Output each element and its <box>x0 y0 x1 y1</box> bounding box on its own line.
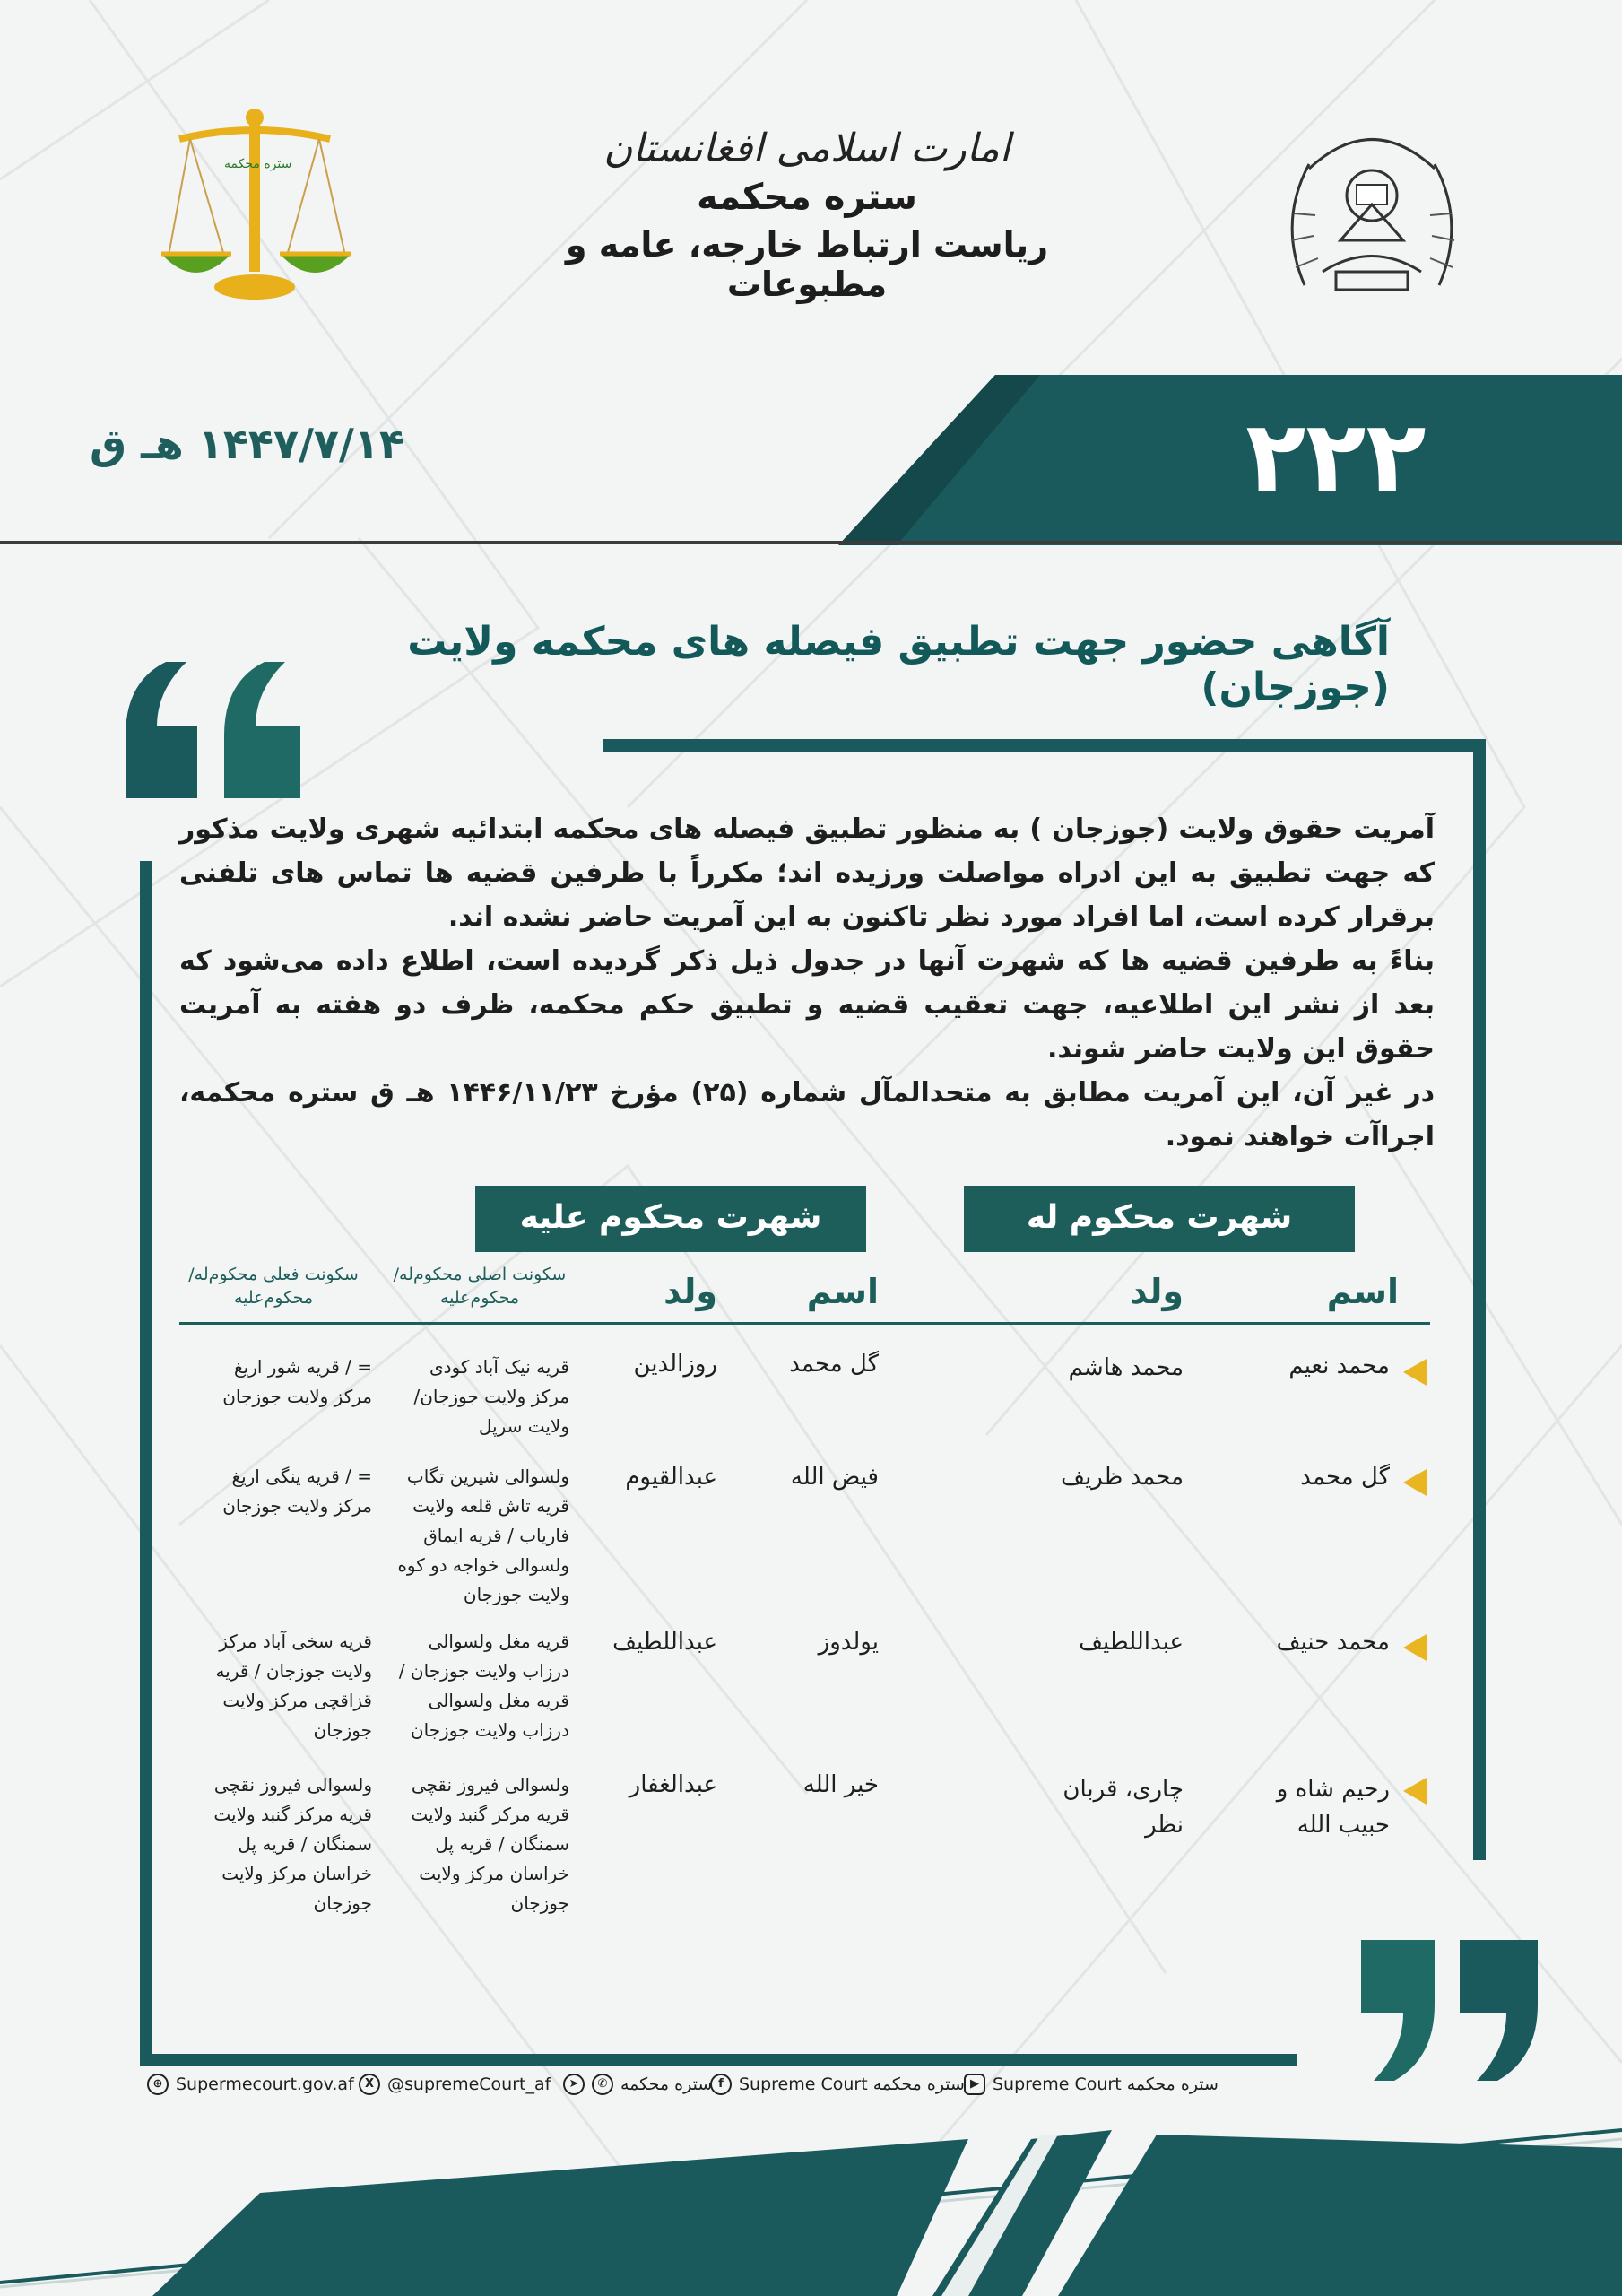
close-quote-icon <box>1354 1933 1551 2085</box>
row3-plaintiff-name: محمد حنیف <box>1276 1629 1390 1656</box>
col-defendant-name: اسم <box>806 1272 879 1311</box>
emirate-emblem <box>1269 115 1475 312</box>
emirate-calligraphy-title: امارت اسلامی افغانستان <box>603 126 1010 171</box>
row1-plaintiff-name: محمد نعیم <box>1288 1352 1390 1379</box>
row3-defendant-father: عبداللطیف <box>612 1629 717 1656</box>
col-current-residence: سکونت فعلی محکوم‌له/ محکوم‌علیه <box>188 1265 359 1308</box>
plaintiff-header: شهرت محکوم له <box>964 1186 1355 1252</box>
row4-plaintiff-father: چاری، قربان نظر <box>1063 1776 1184 1839</box>
row2-defendant-name: فیض الله <box>790 1464 879 1491</box>
facebook-text: Supreme Court ستره محکمه <box>739 2074 965 2094</box>
whatsapp-icon: ✆ <box>592 2074 613 2095</box>
footer-contacts <box>134 2074 1255 2104</box>
row-bullet-icon <box>1403 1634 1427 1661</box>
frame-border-left <box>140 861 152 2066</box>
frame-border-bottom <box>140 2054 1297 2066</box>
youtube-text: Supreme Court ستره محکمه <box>993 2074 1219 2094</box>
row3-current-residence: قریه سخی آباد مرکز ولایت جوزجان / قریه قزاقچی مرکز ولایت جوزجان <box>215 1631 372 1741</box>
notice-title: آگاهی حضور جهت تطبیق فیصله های محکمه ولایت (جوزجان) <box>407 619 1390 710</box>
x-twitter-icon: X <box>359 2074 380 2095</box>
row1-current-residence: = / قریه شور اریغ مرکز ولایت جوزجان <box>222 1356 372 1407</box>
scale-of-justice-logo <box>152 103 359 309</box>
website-text: Supermecourt.gov.af <box>176 2074 354 2094</box>
row4-defendant-name: خیر الله <box>802 1771 879 1798</box>
row4-current-residence: ولسوالی فیروز نقچی قریه مرکز گنبد ولایت سمنگان / قریه پل خراسان مرکز ولایت جوزجان <box>213 1774 372 1914</box>
row2-original-residence: ولسوالی شیرین تگاب قریه تاش قلعه ولایت فاریاب / قریه ایماق ولسوالی خواجه دو کوه ولایت جوزجان <box>397 1465 569 1605</box>
issue-date: ۱۴۴۷/۷/۱۴ هـ ق <box>90 420 404 468</box>
col-defendant-father: ولد <box>664 1272 717 1311</box>
body-paragraph-2: بناءً به طرفین قضیه ها که شهرت آنها در جدول ذیل ذکر گردیده است، اطلاع داده می‌شود که بعد از نشر این اطلاعیه، جهت تعقیب قضیه و تطبیق حکم محکمه، ظرف دو هفته به آمریت حقوق این ولایت حاضر شوند. <box>179 945 1435 1065</box>
notice-body <box>179 807 1435 1159</box>
department-name: ریاست ارتباط خارجه، عامه و مطبوعات <box>565 225 1049 304</box>
header-block <box>502 126 1112 304</box>
open-quote-icon <box>117 655 314 807</box>
body-paragraph-1: آمریت حقوق ولایت (جوزجان ) به منظور تطبیق فیصله های محکمه ابتدائیه شهری ولایت مذکور که جهت تطبیق به این ادراه مواصلت ورزیده اند؛ مکرراً با طرفین قضیه ها تماس های تلفنی برقرار کرده است، اما افراد مورد نظر تاکنون به این آمریت حاضر نشده اند. <box>179 813 1435 933</box>
row3-original-residence: قریه مغل ولسوالی درزاب ولایت جوزجان / قریه مغل ولسوالی درزاب ولایت جوزجان <box>398 1631 569 1741</box>
row4-original-residence: ولسوالی فیروز نقچی قریه مرکز گنبد ولایت سمنگان / قریه پل خراسان مرکز ولایت جوزجان <box>411 1774 569 1914</box>
messaging-link[interactable] <box>563 2074 712 2095</box>
row3-plaintiff-father: عبداللطیف <box>1079 1629 1184 1656</box>
row2-plaintiff-name: گل محمد <box>1300 1464 1390 1491</box>
row4-defendant-father: عبدالغفار <box>629 1771 717 1798</box>
twitter-link[interactable] <box>359 2074 551 2095</box>
court-name: ستره محکمه <box>696 177 917 218</box>
defendant-header: شهرت محکوم علیه <box>475 1186 866 1252</box>
row2-plaintiff-father: محمد ظریف <box>1061 1464 1184 1491</box>
row-bullet-icon <box>1403 1359 1427 1386</box>
col-original-residence: سکونت اصلی محکوم‌له/ محکوم‌علیه <box>393 1265 567 1308</box>
youtube-icon: ▶ <box>964 2074 985 2095</box>
row2-current-residence: = / قریه ینگی اریغ مرکز ولایت جوزجان <box>222 1465 372 1517</box>
frame-border-right <box>1473 739 1486 1860</box>
col-plaintiff-name: اسم <box>1326 1272 1399 1311</box>
youtube-link[interactable] <box>964 2074 1219 2095</box>
row1-plaintiff-father: محمد هاشم <box>1068 1354 1184 1381</box>
row1-defendant-father: روزالدین <box>633 1351 717 1378</box>
table-header-rule <box>179 1322 1430 1325</box>
row1-original-residence: قریه نیک آباد کودی مرکز ولایت جوزجان/ ولایت سرپل <box>413 1356 569 1437</box>
messaging-text: ستره محکمه <box>620 2074 713 2094</box>
telegram-icon: ➤ <box>563 2074 585 2095</box>
col-plaintiff-father: ولد <box>1130 1272 1184 1311</box>
facebook-link[interactable] <box>710 2074 965 2095</box>
facebook-icon: f <box>710 2074 732 2095</box>
footer-decoration <box>0 2103 1622 2296</box>
row1-defendant-name: گل محمد <box>789 1351 879 1378</box>
issue-number: ۲۲۲ <box>1245 399 1427 514</box>
row-bullet-icon <box>1403 1778 1427 1805</box>
globe-icon: ⊕ <box>147 2074 169 2095</box>
website-link[interactable] <box>147 2074 354 2095</box>
row3-defendant-name: یولدوز <box>818 1629 879 1656</box>
scale-logo-text: ستره محکمه <box>224 157 292 171</box>
body-paragraph-3: در غیر آن، این آمریت مطابق به متحدالمآل شماره (۲۵) مؤرخ ۱۴۴۶/۱۱/۲۳ هـ ق ستره محکمه، اجراآت خواهند نمود. <box>179 1077 1436 1152</box>
row2-defendant-father: عبدالقیوم <box>625 1464 717 1491</box>
twitter-text: @supremeCourt_af <box>387 2074 551 2094</box>
header-divider <box>0 541 1622 544</box>
row-bullet-icon <box>1403 1469 1427 1496</box>
row4-plaintiff-name: رحیم شاه و حبیب الله <box>1276 1776 1390 1839</box>
frame-border-top <box>603 739 1486 752</box>
